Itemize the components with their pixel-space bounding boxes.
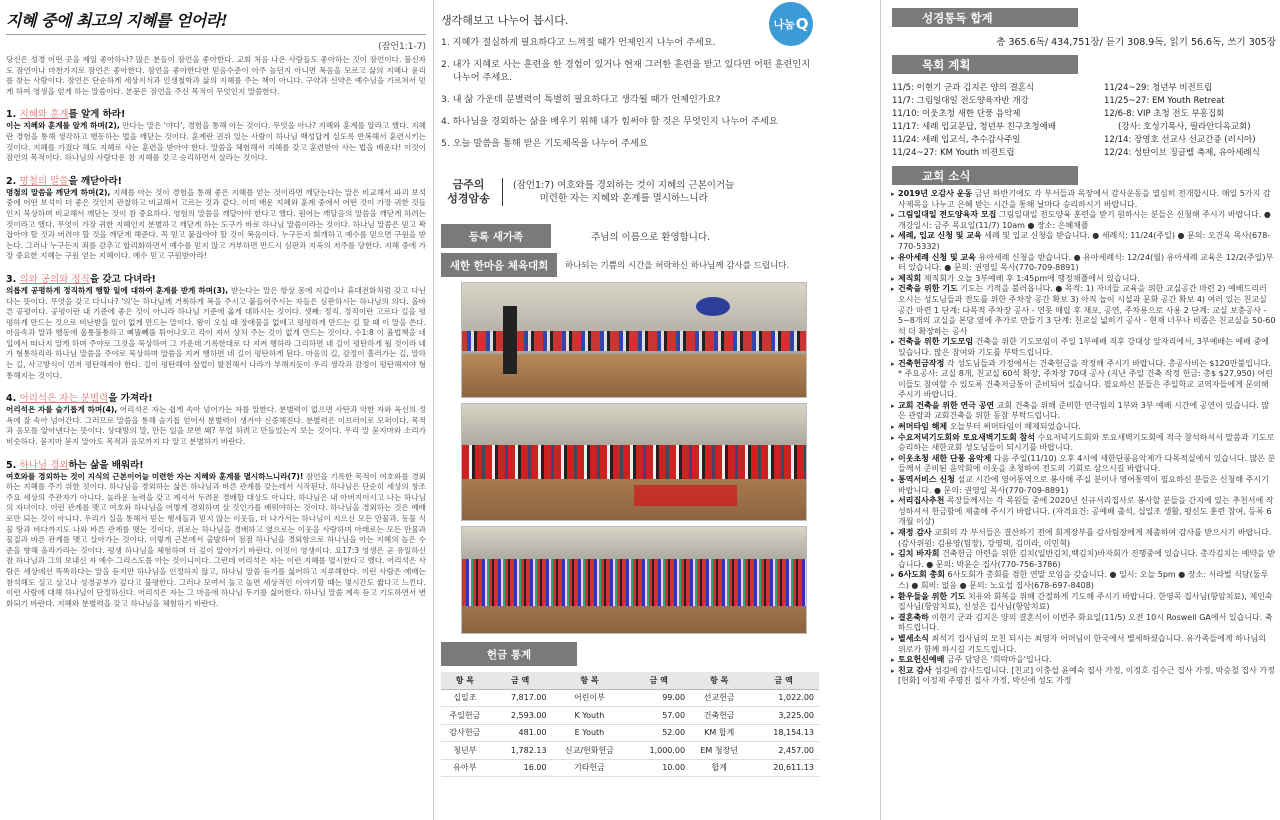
section-heading <box>6 390 426 404</box>
table-cell: 유아부 <box>441 759 489 777</box>
news-detail: 목장들께서는 각 목원들 중에 2020년 신규서리집사로 봉사할 분들을 간지에 있는 추천서에 작성하셔서 헌금함에 제출해 주시기 바랍니다. (자격요건: 공예배 출석, 십일조 생활, 평신도 훈련 참여, 등록 6개월 이상) <box>898 496 1274 527</box>
news-detail: 금년 하반기에도 각 부서들과 목장에서 감사운동을 열심히 전개합시다. 매일 5가지 감사제목을 나누고 은혜 받는 시간을 통해 날마다 승리하시기 바랍니다. <box>898 189 1271 209</box>
news-detail: 설교 시간에 영어통역으로 봉사해 주실 분이나 영어통역이 필요하신 분들은 신청해 주시기 바랍니다. ● 문의: 권영일 목사(770-709-8891) <box>898 475 1269 495</box>
pastoral-header: 목회 계획 <box>892 55 1078 74</box>
news-item <box>892 210 1276 231</box>
section-number: 2. <box>6 175 17 187</box>
schedule-item: 11/7: 그림일대일 전도양육자반 개강 <box>892 96 1029 106</box>
news-detail: 금주 담당은 '희락마을'입니다. <box>946 655 1052 665</box>
news-detail: 제직회가 오늘 3부예배 후 1:45pm에 행정채플에서 있습니다. <box>923 273 1140 283</box>
schedule-item: 12/6-8: VIP 초청 전도 부흥집회 <box>1104 109 1225 119</box>
section-text: 어리석은 자는 쉽게 속아 넘어가는 자를 말한다. 분별력이 없으면 사탄과 악한 자와 육신의 정욕에 잘 속아 넘어간다. 그러므로 말씀을 통해 슬기롭 얻어서 분별력이 생겨야 신중해진다. 분별력은 이브러이로 모퍼이다. 목적과 음모를 알아낸다는 뜻이다. 상대방의 말, 만든 일을 보면 왜? 무얼 하려고 만들었는지 보는 것이다. 우리 말 묻지마와 소리가 비슷하다. 묻지마 묻지 말아도 목적과 음모까지 다 알고 분별하기 바란다. <box>6 405 426 447</box>
news-title: 건축헌금작정 <box>898 358 945 368</box>
newcomer-text: 주님의 이름으로 환영합니다. <box>591 232 711 243</box>
news-item <box>892 475 1276 496</box>
question-item: 4. 하나님을 경외하는 삶을 배우기 위해 내가 힘써야 할 것은 무엇인지 나누어 주세요 <box>441 116 778 127</box>
section-heading-tail: 을 갖고 다녀라! <box>89 273 156 285</box>
sports-text: 하나되는 기쁨의 시간을 허락하신 하나님께 감사를 드립니다. <box>565 261 790 271</box>
schedule-item: 11/24: 세례 입교식, 추수감사주일 <box>892 135 1021 145</box>
news-detail: 치유와 회복을 위해 간절하게 기도해 주시기 바랍니다. 한영목 집사님(항암치료), 제인숙 집사님(항암치료), 신성은 집사님(항암치료) <box>898 591 1273 612</box>
section-text: 지혜를 아는 것이 경험을 통해 좋은 지혜를 얻는 것이라면 깨닫는다는 말은 비교해서 파괴 보석 중에 어떤 보석이 더 좋은 것인지 관찰하고 비교해서 고르는 것과 같다. 이미 배운 지혜와 훈계 중에서 어떤 것이 가장 귀한 것들인지 묵상하며 비교해서 깨닫는 것이 참 중요하다. 영험의 말씀을 깨달아야 한다고 했다. 원어는 깨달음의 말씀을 깨닫게 하려는 것이라고 했다. 무엇이 가장 귀한 지혜인지 분별하고 깨닫게 하는 도구가 바로 하나님 말씀이라는 것이다. 하나님 말씀은 믿고 꽉 잡아야 할 것과 버려야 할 것을 깨닫게 해준다. 꼭 믿고 붙잡아야 할 것이 복음이다. 누구든지 회개하고 예수를 믿으면 구원을 받는다. 그러나 누구든지 죄를 감추고 합리화하면서 예수를 믿지 않고 거부하면 반드시 심판과 지옥의 저주를 당한다. 지혜 중에 가장 중요한 지혜는 구원 얻는 지혜이다. 예수 믿고 구원받아라! <box>6 187 426 261</box>
news-detail: 다음 주일(11/10) 오후 4시에 새한단풍음악제가 다목적실에서 있습니다. 많은 분들께서 준비된 음악회에 이웃을 초청하여 전도의 기회로 삼으시길 바랍니다. <box>898 453 1276 474</box>
table-cell: 99.00 <box>627 689 690 707</box>
section-body <box>6 286 426 381</box>
sermon-title: 지혜 중에 최고의 지혜를 얻어라! <box>6 8 426 35</box>
news-title: 별세소식 <box>898 633 929 643</box>
sermon-intro: 당신은 성경 어떤 곳을 제일 좋아하나? 많은 분들이 잠언을 좋아한다. 교회 처음 나온 사람들도 좋아하는 것이 잠언이다. 불신자도 잠언이나 마찬가지로 잠언은 좋아한다. 잠언을 좋아한다면 믿음수준이 아주 높던지 아니면 복음을 모르고 삶의 지혜나 윤리를 찾는 사람이다. 잠언은 단순하게 세상지식과 인생철학과 삶의 지혜를 주는 책이 아니다. 구약과 신약은 예수님을 가르쳐서 믿게 하여 영생을 얻게 하는 말씀이다. 본문은 잠언을 주신 목적이 무엇인지 말씀한다. <box>6 55 426 96</box>
news-detail: 세례 및 입교 신청을 받습니다. ● 세례식: 11/24(주일) ● 문의: 오건욱 목사(678-770-5332) <box>898 231 1271 251</box>
news-item <box>892 454 1276 475</box>
table-cell: 감사헌금 <box>441 724 489 742</box>
section-heading-tail: 을 깨닫아라! <box>68 175 122 187</box>
schedule-item: 11/24~27: KM Youth 비젼트립 <box>892 148 1015 158</box>
news-title: 결혼축하 <box>898 612 929 622</box>
section-body <box>6 121 426 163</box>
table-cell: 18,154.13 <box>748 724 819 742</box>
table-cell: 합계 <box>690 759 748 777</box>
middle-column <box>437 0 825 820</box>
news-item <box>892 189 1276 210</box>
news-detail: 오늘부터 써머타임이 해제되었습니다. <box>949 422 1081 432</box>
table-cell: 청년부 <box>441 742 489 760</box>
news-title: 2019년 오감사 운동 <box>898 189 973 198</box>
section-lead: 어리석은 자를 슬기롭게 하며(4), <box>6 405 118 415</box>
news-detail: 건축헌금 마련을 위한 김치(일반김치,백김치)바자회가 진행중에 있습니다. 총각김치는 예약을 받습니다. ● 문의: 박윤순 집사(770-756-3786) <box>898 549 1276 569</box>
table-header: 항 목 <box>552 672 628 689</box>
section-keyword: 하나님 경외 <box>19 459 69 471</box>
news-item <box>892 570 1276 591</box>
pastoral-schedule <box>892 82 1276 160</box>
offering-band <box>441 642 821 666</box>
section-number: 3. <box>6 273 17 285</box>
section-body <box>6 472 426 610</box>
news-title: 재정 감사 <box>898 528 932 537</box>
table-cell: 십일조 <box>441 689 489 707</box>
table-cell: 신교/헌화헌금 <box>552 742 628 760</box>
question-title: 생각해보고 나누어 봅시다. <box>441 14 569 27</box>
question-item: 3. 내 삶 가운데 분별력이 특별히 필요하다고 생각될 때가 언제인가요? <box>441 94 721 105</box>
news-title: 건축을 위한 기도 <box>898 284 958 294</box>
table-cell: 16.00 <box>489 759 552 777</box>
section-text: 받는다는 말은 항상 몸에 지갑이나 휴대전화처럼 갖고 다닌다는 뜻이다. 무엇을 갖고 다니나? '의'는 하나님께 거룩하게 복을 주시고 붙들어주시는 자들은 심판하시는 하나님의 의다. 올바른 공평이다. 공평이란 내 기준에 좋은 것이 아니라 하나님 기준에 옳게 대하시는 것이다. 셋째: 정직. 정직이란 고르다 길을 평평하게 만드는 것으로 비난받을 일이 없게 만드는 말이다. 왕이 오실 때 장애물을 없애고 평평하게 만드는 길 할 때 이 말을 쓴다. 마음속과 말과 행동에 울퉁불퉁하고 삐뚤빼뚤 튀어나오고 각이 져서 상처 주는 것이 없게 만드는 것이다. 수1:8 이 율법책을 네 입에서 떠나지 말게 하며 주야로 그것을 묵상하여 그 가운데 기록한대로 다 지켜 행하라 그리하면 네 길이 평탄하게 될 것이라 네가 형통하리라 하나님 말씀을 주야로 묵상하며 말씀을 지켜 행하면 네 길이 평탄하게 된다. 마음의 길, 감정이 흘러가는 길, 말하는 길, 사고방식이 먼저 평탄해져야 한다. 길이 평탄해야 삼업이 발전해서 나라가 부해지듯이 우리 생각과 감정이 평탄해져야 형통해지는 것이다. <box>6 285 426 380</box>
table-row <box>441 724 819 742</box>
section-heading-tail: 하는 삶을 배워라! <box>68 459 144 471</box>
section-heading-tail: 을 가져라! <box>108 393 153 405</box>
news-list <box>892 189 1276 687</box>
sports-photo-3 <box>461 526 807 634</box>
news-item <box>892 422 1276 433</box>
section-keyword: 의와 공의와 정직 <box>19 273 90 285</box>
table-cell: EM 청장년 <box>690 742 748 760</box>
news-item <box>892 401 1276 422</box>
news-item <box>892 284 1276 337</box>
section-body <box>6 188 426 262</box>
section-number: 5. <box>6 459 17 471</box>
news-detail: 그림일대일 전도양육 훈련을 받기 원하시는 분들은 신청해 주시기 바랍니다. ● 개강일시: 금주 목요일(11/7) 10am ● 장소: 은혜채플 <box>898 210 1271 230</box>
section-lead: 이는 지혜와 훈계를 알게 하며(2), <box>6 121 120 131</box>
table-cell: 1,000.00 <box>627 742 690 760</box>
table-header: 항 목 <box>441 672 489 689</box>
schedule-item: 11/10: 이웃초청 새한 단풍 음악제 <box>892 109 1021 119</box>
table-cell: 건축헌금 <box>690 707 748 725</box>
news-title: 그림일대일 전도양육자 모집 <box>898 210 997 220</box>
table-cell: E Youth <box>552 724 628 742</box>
news-detail: 교회 건축을 위해 준비한 연극팀의 1부와 3부 예배 시간에 공연이 있습니다. 많은 관람과 교회건축을 위한 동참 부탁드립니다. <box>898 400 1270 421</box>
news-item <box>892 634 1276 655</box>
news-title: 서리집사추천 <box>898 496 945 506</box>
news-item <box>892 337 1276 358</box>
news-detail: 최석기 집사님의 모친 되시는 최영자 어머님이 한국에서 별세하셨습니다. 유가족들에게 하나님의 위로가 함께 하시길 기도드립니다. <box>898 633 1267 654</box>
news-item <box>892 592 1276 613</box>
memory-verse <box>441 168 821 216</box>
section-heading <box>6 106 426 120</box>
sports-band <box>441 253 821 277</box>
memory-line-2: 미련한 자는 지혜와 훈계를 멸시하느니라 <box>539 193 708 204</box>
schedule-item: 12/24: 성탄이브 징글벨 축제, 유아세례식 <box>1104 148 1260 158</box>
table-cell: 1,782.13 <box>489 742 552 760</box>
newcomer-band <box>441 224 821 248</box>
newcomer-label: 등록 새가족 <box>441 224 551 248</box>
news-detail: 교회의 각 부서들은 결산하기 전에 회계장부를 감사팀장에게 제출하여 감사를 받으시기 바랍니다. (감사위원: 김용영(팀장), 강영택, 김미라, 이민혁) <box>898 528 1272 548</box>
offering-label: 헌금 통계 <box>441 642 577 666</box>
news-title: 이웃초청 새한 단풍 음악제 <box>898 453 992 463</box>
news-detail: 유아세례 신청을 받습니다. ● 유아세례식: 12/24(월) 유아세례 교육은 12/2(주일)부터 있습니다. ● 문의: 권영일 목사(770-709-8891) <box>898 252 1274 273</box>
section-number: 4. <box>6 393 17 405</box>
news-title: 김치 바자회 <box>898 549 940 559</box>
section-keyword: 명철의 말씀 <box>19 175 69 187</box>
reading-header: 성경통독 합계 <box>892 8 1078 27</box>
news-title: 수요저녁기도회와 토요새벽기도회 참석 <box>898 432 1035 442</box>
question-item: 2. 내가 지혜로 사는 훈련을 한 경험이 있거나 현재 그러한 훈련을 받고 있다면 어떤 훈련인지 나누어 주세요. <box>441 59 811 83</box>
news-column <box>890 0 1280 820</box>
table-cell: 주일헌금 <box>441 707 489 725</box>
sharing-q-icon: 나눔 Q <box>769 2 813 46</box>
news-item <box>892 231 1276 252</box>
news-item <box>892 274 1276 285</box>
news-item <box>892 549 1276 570</box>
news-item <box>892 496 1276 528</box>
table-cell: 10.00 <box>627 759 690 777</box>
table-cell: 1,022.00 <box>748 689 819 707</box>
section-body <box>6 405 426 447</box>
reading-stats: 총 365.6독/ 434,751장/ 듣기 308.9독, 읽기 56.6독, 쓰기 305장 <box>996 37 1276 48</box>
news-title: 건축을 위한 기도모임 <box>898 337 974 347</box>
table-cell: KM 합계 <box>690 724 748 742</box>
section-keyword: 지혜와 훈계 <box>19 109 69 121</box>
table-cell: 3,225.00 <box>748 707 819 725</box>
table-row <box>441 689 819 707</box>
memory-line-1: (잠언1:7) 여호와를 경외하는 것이 지혜의 근본이거늘 <box>513 180 735 191</box>
question-item: 1. 지혜가 절실하게 필요하다고 느껴질 때가 언제인지 나누어 주세요. <box>441 37 716 48</box>
sports-photo-2 <box>461 403 807 521</box>
schedule-item: 11/5: 이현기 군과 김지은 양의 결혼식 <box>892 83 1035 93</box>
table-row <box>441 742 819 760</box>
news-title: 유아세례 신청 및 교육 <box>898 252 976 262</box>
section-number: 1. <box>6 109 17 121</box>
news-item <box>892 253 1276 274</box>
schedule-item: 11/17: 세례 입교문답, 청년부 친구초청예배 <box>892 122 1057 132</box>
table-row <box>441 707 819 725</box>
news-header: 교회 소식 <box>892 166 1078 185</box>
news-detail: 섬김에 감사드립니다. [친교] 이충섭 윤예숙 집사 가정, 이정호 김수근 집사 가정, 박승철 집사 가정 [헌화] 이정재 주명진 집사 가정, 박신애 성도 가정 <box>898 665 1275 686</box>
news-title: 세례, 입교 신청 및 교육 <box>898 231 982 241</box>
news-title: 친교 감사 <box>898 665 932 675</box>
table-cell: 52.00 <box>627 724 690 742</box>
question-list <box>441 36 821 150</box>
schedule-item: 12/14: 장영호 선교사 선교간증 (러시아) <box>1104 135 1256 145</box>
table-header: 항 목 <box>690 672 748 689</box>
table-cell: 57.00 <box>627 707 690 725</box>
news-detail: 기도는 기적을 불러옵니다. ● 목적: 1) 자녀들 교육을 위한 교실공간 마련 2) 예배드리러 오시는 성도님들과 전도를 위한 주차장 공간 확보 3) 아직 놀이 시설과 문화 공간 확보 4) 여러 있는 친교실 공간 마련 1 단계: 다목적 주차장 공사 - 연못 매립 후 재포, 공연, 주차용으로 사용 2 단계: 교실 보충공사 - 5~8개의 교실을 본당 옆에 추가로 만들기 3 단계: 친교실 넓히기 공사 - 현재 너무나 비좁은 친교실을 50-60석 더 확장하는 공사 <box>898 284 1276 336</box>
section-heading <box>6 271 426 285</box>
table-row <box>441 759 819 777</box>
news-title: 써머타임 해제 <box>898 422 948 432</box>
news-detail: 이현기 군과 김지은 양의 결혼식이 이번주 화요일(11/5) 오전 10시 Roswell GA에서 있습니다. 축하드립니다. <box>898 612 1273 633</box>
table-cell: 2,593.00 <box>489 707 552 725</box>
section-text: 안다는 말은 '야다', 경험을 통해 아는 것이다. 무엇을 아나? 지혜와 훈계를 알라고 했다. 지혜란 경험을 통해 생각하고 행동하는 법을 깨닫는 것이다. 훈계란 권위 있는 사람이 하나님 백성답게 실도록 반복해서 훈련시키는 것이다. 지혜를 가졌다 해도 지혜로 사는 훈련을 받아야 한다. 말씀을 체험해서 지혜를 갖고 훈련받아 사는 법을 배운다! 이것이 잠언의 목적이다. 하나님의 사람다운 참 지혜를 갖고 승리하면서 살라는 것이다. <box>6 121 426 163</box>
table-cell: 기타헌금 <box>552 759 628 777</box>
news-detail: 수요저녁기도회와 토요새벽기도회에 적극 참석하셔서 말씀과 기도로 승리하는 새한교회 성도님들이 되시기를 바랍니다. <box>898 432 1275 453</box>
section-keyword: 어리석은 자는 분별력 <box>19 393 109 405</box>
memory-label-2: 성경암송 <box>447 192 490 205</box>
sports-photo-1 <box>461 282 807 398</box>
sermon-sections <box>6 106 426 609</box>
sports-label: 새한 한마음 체육대회 <box>441 253 557 277</box>
section-text: 잠언을 기록한 목적이 여호와를 경외하는 지혜를 주기 위한 것이다. 하나님을 경외하는 삶은 하나님과 바른 관계를 갖는데서 시작된다. 하나님은 단순히 세상의 창조주요 세상의 주관자가 아니다. 놀라운 능력을 갖고 계셔서 두려운 경배할 대상도 아니다. 하나님은 내 아버지이시고 나는 하나님의 자녀이다. 이런 관계를 맺고 여호와 하나님을 어떻게 경외하며 살 것인가를 배워야하는 것이다. 하나님을 경외하는 것은 예배로만 되는 것이 아니다. 우리가 실을 통해서 믿는 행세들과 믿지 않는 이웃들, 더 나가서는 하나님이 지으신 모든 만물과, 동물 식물 땅과 바다까지도 나와 바른 관계를 맺는 것이다. 위로는 하나님을 경배하고 옆으로는 이웃을 사랑하며 아래로는 모든 만물과 물질과 바른 관계를 맺고 살아가는 것이다. 이렇게 근본에서 출발하여 점점 하나님을 경외함으로 하나님을 아는 지혜의 높은 수준을 향해 올라가라는 것이다. 평생 하나님을 체험하며 더 깊이 알아가기 바란다. 이것이 영생이다. 요17:3 영생은 곧 유일하신 참 하나님과 그의 보내신 자 예수 그리스도를 아는 것이니이다. 그런데 어리석은 자는 이런 지혜를 멸시한다고 했다. 어리석은 사람은 세상에선 똑똑하다는 말을 듣지만 하나님을 인정하지 않고, 하나님 말씀 듣기를 싫어하고 지루해한다. 이런 사람은 예배는 참석해도 실고 살고나 성경공부가 깊다고 불평한다. 그러나 모여서 놀고 놀면 세상적인 이야기할 때는 몇시간도 짧다고 느낀다. 이런 사람에 대해 하나님이 단정하신다. 어리석은 자는 그 마음에 하나님 두기를 싫어한다. 하나님 말씀 계속 듣고 기도하면서 변화되기 바란다. 지혜와 분별력을 갖고 하나님을 체험하기 바란다. <box>6 471 427 608</box>
sermon-reference: (잠언1:1-7) <box>378 42 426 52</box>
news-title: 환우들을 위한 기도 <box>898 591 966 601</box>
news-detail: 6사도회가 총회를 겸한 연말 모임을 갖습니다. ● 일시: 오늘 5pm ● 장소: 서라벌 식당(둘루스) ● 회비: 없음 ● 문의: 노요섭 집사(678-697-8408) <box>898 570 1269 590</box>
news-item <box>892 655 1276 666</box>
table-cell: 2,457.00 <box>748 742 819 760</box>
news-item <box>892 666 1276 687</box>
table-cell: 어린이부 <box>552 689 628 707</box>
schedule-item: (강사: 호성기목사, 필라안디옥교회) <box>1118 122 1251 132</box>
table-cell: 선교헌금 <box>690 689 748 707</box>
section-lead: 여호와를 경외하는 것이 지식의 근본이어늘 미련한 자는 지혜와 훈계를 멸시하느니라(7)! <box>6 471 304 481</box>
table-header: 금 액 <box>489 672 552 689</box>
question-item: 5. 오늘 말씀을 통해 받은 기도제목을 나누어 주세요 <box>441 138 648 149</box>
section-lead: 명철의 말씀을 깨닫게 하며(2), <box>6 187 111 197</box>
table-cell: 481.00 <box>489 724 552 742</box>
table-cell: K Youth <box>552 707 628 725</box>
section-lead: 의롭게 공평하게 정직하게 행할 일에 대하여 훈계를 받게 하며(3), <box>6 285 229 295</box>
news-item <box>892 528 1276 549</box>
schedule-item: 11/25~27: EM Youth Retreat <box>1104 96 1225 106</box>
news-title: 교회 건축을 위한 연극 공연 <box>898 400 995 410</box>
table-cell: 20,611.13 <box>748 759 819 777</box>
news-detail: 각 성도님들과 가정에서는 건축헌금을 작정해 주시기 바랍니다. 총공사비는 $120만불입니다. * 주요공사: 교실 8개, 친교실 60석 확장, 주차장 70대 공사 (지난 주일 건축 작정 헌금: 총$ $27,950) 어린이들도 참여할 수 있도록 건축저금통이 준비되어 있습니다. 필요하신 분들은 주일학교 교역자들에게 문의해 주시기 바랍니다. <box>898 358 1273 400</box>
news-item <box>892 359 1276 401</box>
offering-table <box>441 672 819 777</box>
memory-label-1: 금주의 <box>452 178 485 191</box>
news-title: 6사도회 총회 <box>898 570 945 580</box>
table-cell: 7,817.00 <box>489 689 552 707</box>
section-heading-tail: 를 알게 하라! <box>68 109 126 121</box>
sermon-column <box>0 0 432 820</box>
section-heading <box>6 457 426 471</box>
news-title: 통역서비스 신청 <box>898 475 955 485</box>
table-header: 금 액 <box>627 672 690 689</box>
table-header: 금 액 <box>748 672 819 689</box>
section-heading <box>6 173 426 187</box>
news-item <box>892 433 1276 454</box>
news-title: 제직회 <box>898 273 922 283</box>
news-item <box>892 613 1276 634</box>
news-detail: 건축을 위한 기도모임이 주일 1부예배 직후 강대상 앞자리에서, 3부예배는 예배 중에 있습니다. 많은 참여와 기도를 부탁드립니다. <box>898 337 1269 357</box>
news-title: 토요헌신예배 <box>898 655 945 665</box>
schedule-item: 11/24~29: 청년부 비전트립 <box>1104 83 1213 93</box>
